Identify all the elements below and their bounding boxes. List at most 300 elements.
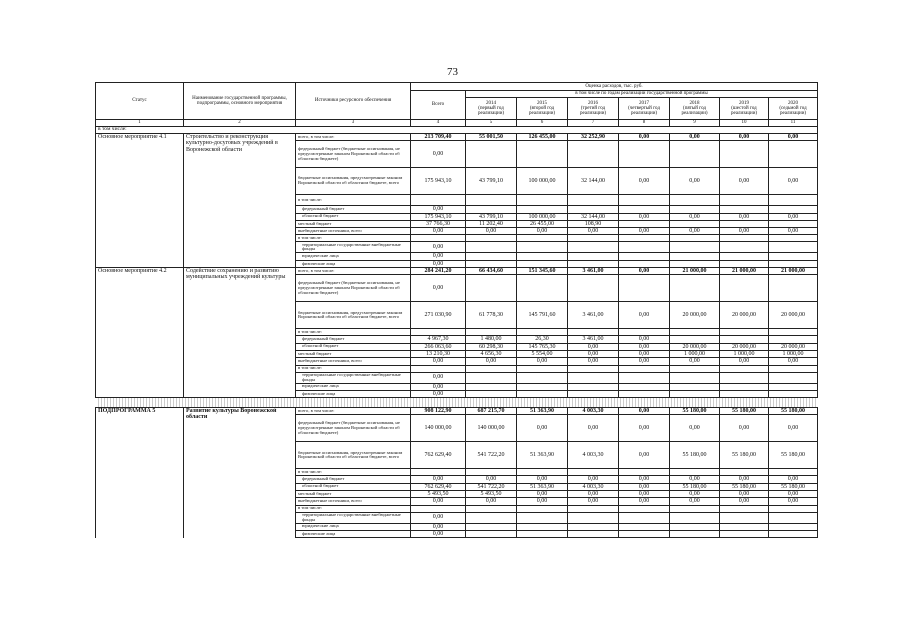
value-cell: 0,00: [670, 415, 720, 442]
value-cell: [720, 530, 769, 537]
value-cell: [769, 141, 818, 168]
value-cell: 0,00: [568, 350, 619, 357]
value-cell: [568, 141, 619, 168]
value-cell: [720, 253, 769, 260]
source-cell: юридические лица: [296, 523, 411, 530]
value-cell: 55 180,00: [769, 408, 818, 415]
value-cell: [466, 383, 517, 390]
value-cell: [619, 365, 670, 372]
value-cell: [517, 329, 568, 336]
table-header: [96, 83, 818, 134]
value-cell: 0,00: [619, 228, 670, 235]
source-header: Источники ресурсного обеспечения: [296, 83, 411, 120]
value-cell: [517, 275, 568, 302]
value-cell: [670, 390, 720, 397]
value-cell: [720, 220, 769, 227]
value-cell: 0,00: [720, 358, 769, 365]
value-cell: 0,00: [720, 134, 769, 141]
year-description: (второй год реализации): [528, 105, 556, 117]
year-label: 2017: [639, 100, 649, 106]
value-cell: 0,00: [568, 228, 619, 235]
value-cell: [720, 329, 769, 336]
column-number: 5: [466, 120, 517, 127]
value-cell: 0,00: [411, 228, 466, 235]
value-cell: 0,00: [411, 390, 466, 397]
value-cell: 3 461,00: [568, 336, 619, 343]
value-cell: 26,30: [517, 336, 568, 343]
value-cell: [466, 275, 517, 302]
value-cell: 0,00: [517, 491, 568, 498]
value-cell: 0,00: [619, 408, 670, 415]
value-cell: [769, 220, 818, 227]
page-number: 73: [447, 66, 458, 78]
value-cell: [769, 260, 818, 267]
status-cell: ПОДПРОГРАММА 5: [96, 408, 184, 538]
value-cell: 20 000,00: [769, 302, 818, 329]
source-cell: физические лица: [296, 390, 411, 397]
value-cell: [619, 260, 670, 267]
value-cell: 0,00: [619, 442, 670, 469]
value-cell: [670, 523, 720, 530]
value-cell: [670, 242, 720, 253]
source-cell: в том числе:: [296, 505, 411, 512]
source-cell: всего, в том числе:: [296, 408, 411, 415]
budget-table-container: [95, 82, 817, 538]
value-cell: [769, 242, 818, 253]
value-cell: 1 000,00: [720, 350, 769, 357]
value-cell: [720, 336, 769, 343]
column-number: 7: [568, 120, 619, 127]
value-cell: 0,00: [411, 383, 466, 390]
value-cell: 66 434,60: [466, 268, 517, 275]
value-cell: 1 480,00: [466, 336, 517, 343]
value-cell: 4 656,30: [466, 350, 517, 357]
value-cell: [517, 253, 568, 260]
value-cell: [466, 206, 517, 213]
source-cell: юридические лица: [296, 253, 411, 260]
value-cell: 0,00: [411, 253, 466, 260]
value-cell: [568, 195, 619, 206]
value-cell: 1 000,00: [670, 350, 720, 357]
value-cell: 175 943,10: [411, 168, 466, 195]
estimate-header: Оценка расходов, тыс. руб.: [411, 83, 818, 91]
value-cell: 0,00: [769, 168, 818, 195]
value-cell: 151 345,60: [517, 268, 568, 275]
year-header: [720, 98, 769, 120]
value-cell: 5 493,50: [411, 491, 466, 498]
value-cell: 0,00: [619, 415, 670, 442]
value-cell: 43 799,10: [466, 168, 517, 195]
year-header: [466, 98, 517, 120]
value-cell: [517, 512, 568, 523]
value-cell: [517, 505, 568, 512]
value-cell: 0,00: [720, 491, 769, 498]
value-cell: [670, 469, 720, 476]
value-cell: 0,00: [411, 141, 466, 168]
value-cell: 266 063,60: [411, 343, 466, 350]
value-cell: 0,00: [619, 350, 670, 357]
value-cell: [720, 383, 769, 390]
column-number: 2: [184, 120, 296, 127]
value-cell: [720, 372, 769, 383]
value-cell: [411, 469, 466, 476]
source-cell: бюджетные ассигнования, предусмотренные законом Воронежской области об областном бюджете, всего: [296, 168, 411, 195]
value-cell: 0,00: [769, 358, 818, 365]
value-cell: 175 943,10: [411, 213, 466, 220]
value-cell: 762 629,40: [411, 442, 466, 469]
value-cell: 145 791,60: [517, 302, 568, 329]
table-row: [96, 134, 818, 141]
value-cell: 0,00: [568, 415, 619, 442]
value-cell: [568, 206, 619, 213]
column-number: 8: [619, 120, 670, 127]
value-cell: 0,00: [411, 512, 466, 523]
value-cell: 0,00: [720, 415, 769, 442]
value-cell: [517, 206, 568, 213]
value-cell: 0,00: [720, 228, 769, 235]
value-cell: [619, 383, 670, 390]
value-cell: 0,00: [670, 358, 720, 365]
column-number: 3: [296, 120, 411, 127]
value-cell: [411, 195, 466, 206]
value-cell: 51 363,90: [517, 408, 568, 415]
value-cell: 37 766,30: [411, 220, 466, 227]
value-cell: 126 455,00: [517, 134, 568, 141]
value-cell: [720, 505, 769, 512]
value-cell: [670, 383, 720, 390]
value-cell: 26 455,00: [517, 220, 568, 227]
source-cell: всего, в том числе:: [296, 134, 411, 141]
value-cell: 0,00: [720, 213, 769, 220]
value-cell: [720, 206, 769, 213]
source-cell: территориальные государственные внебюджетные фонды: [296, 512, 411, 523]
value-cell: [466, 523, 517, 530]
value-cell: 3 461,00: [568, 302, 619, 329]
value-cell: 21 000,00: [670, 268, 720, 275]
value-cell: [720, 365, 769, 372]
table-row: [96, 268, 818, 275]
source-cell: бюджетные ассигнования, предусмотренные законом Воронежской области об областном бюджете, всего: [296, 442, 411, 469]
value-cell: [769, 372, 818, 383]
value-cell: 0,00: [466, 476, 517, 483]
value-cell: 0,00: [670, 498, 720, 505]
value-cell: [619, 141, 670, 168]
value-cell: [619, 253, 670, 260]
value-cell: [769, 512, 818, 523]
value-cell: [670, 372, 720, 383]
value-cell: [670, 235, 720, 242]
value-cell: 55 180,00: [769, 483, 818, 490]
value-cell: [568, 505, 619, 512]
value-cell: 55 180,00: [769, 442, 818, 469]
column-number: 9: [670, 120, 720, 127]
source-cell: федеральный бюджет: [296, 476, 411, 483]
value-cell: [568, 383, 619, 390]
value-cell: 0,00: [411, 476, 466, 483]
value-cell: 0,00: [411, 372, 466, 383]
source-cell: территориальные государственные внебюджетные фонды: [296, 242, 411, 253]
year-header: [568, 98, 619, 120]
value-cell: [517, 530, 568, 537]
column-number: 4: [411, 120, 466, 127]
value-cell: 0,00: [619, 358, 670, 365]
value-cell: 20 000,00: [670, 302, 720, 329]
program-name-cell: Развитие культуры Воронежской области: [184, 408, 296, 538]
value-cell: 55 180,00: [670, 483, 720, 490]
year-header: [670, 98, 720, 120]
source-cell: федеральный бюджет: [296, 336, 411, 343]
value-cell: [619, 530, 670, 537]
value-cell: [517, 365, 568, 372]
source-cell: в том числе:: [296, 235, 411, 242]
source-cell: местный бюджет: [296, 491, 411, 498]
source-cell: физические лица: [296, 530, 411, 537]
year-description: (четвертый год реализации): [628, 105, 660, 117]
value-cell: [466, 530, 517, 537]
value-cell: 0,00: [720, 498, 769, 505]
value-cell: [517, 523, 568, 530]
value-cell: 0,00: [619, 213, 670, 220]
value-cell: 20 000,00: [769, 343, 818, 350]
program-name-cell: Содействие сохранению и развитию муниципальных учреждений культуры: [184, 268, 296, 398]
value-cell: 5 493,50: [466, 491, 517, 498]
value-cell: 1 000,00: [769, 350, 818, 357]
source-cell: в том числе:: [296, 195, 411, 206]
value-cell: [517, 383, 568, 390]
value-cell: 541 722,20: [466, 483, 517, 490]
value-cell: [517, 195, 568, 206]
value-cell: 0,00: [411, 206, 466, 213]
value-cell: 0,00: [619, 134, 670, 141]
value-cell: 0,00: [769, 415, 818, 442]
value-cell: [619, 372, 670, 383]
value-cell: [411, 329, 466, 336]
value-cell: [670, 195, 720, 206]
value-cell: 0,00: [769, 134, 818, 141]
status-cell: Основное мероприятие 4.2: [96, 268, 184, 398]
value-cell: 32 144,00: [568, 213, 619, 220]
page-scan-separator: [96, 398, 818, 408]
source-cell: областной бюджет: [296, 213, 411, 220]
value-cell: [411, 505, 466, 512]
value-cell: [466, 260, 517, 267]
value-cell: 687 215,70: [466, 408, 517, 415]
value-cell: 0,00: [769, 498, 818, 505]
value-cell: [466, 505, 517, 512]
year-label: 2020: [788, 100, 798, 106]
value-cell: 140 000,00: [411, 415, 466, 442]
value-cell: [670, 329, 720, 336]
value-cell: [568, 469, 619, 476]
value-cell: 51 363,90: [517, 442, 568, 469]
value-cell: [466, 365, 517, 372]
value-cell: 0,00: [670, 228, 720, 235]
source-cell: в том числе:: [296, 329, 411, 336]
value-cell: [769, 206, 818, 213]
value-cell: 55 180,00: [720, 408, 769, 415]
value-cell: 4 003,30: [568, 442, 619, 469]
value-cell: 60 298,30: [466, 343, 517, 350]
column-number: 1: [96, 120, 184, 127]
year-label: 2016: [588, 100, 598, 106]
table-row: [96, 408, 818, 415]
value-cell: [568, 253, 619, 260]
value-cell: [466, 141, 517, 168]
year-label: 2018: [689, 100, 700, 106]
value-cell: [568, 260, 619, 267]
value-cell: 3 461,00: [568, 268, 619, 275]
value-cell: [568, 365, 619, 372]
value-cell: [619, 235, 670, 242]
year-description: (седьмой год реализации): [779, 105, 807, 117]
value-cell: [568, 523, 619, 530]
value-cell: [517, 242, 568, 253]
value-cell: 5 554,00: [517, 350, 568, 357]
value-cell: [720, 260, 769, 267]
value-cell: [466, 512, 517, 523]
value-cell: 0,00: [619, 483, 670, 490]
value-cell: [720, 469, 769, 476]
value-cell: [720, 195, 769, 206]
program-name-cell: Строительство и реконструкция культурно-досуговых учреждений в Воронежской области: [184, 134, 296, 268]
value-cell: [670, 220, 720, 227]
value-cell: [619, 275, 670, 302]
source-cell: федеральный бюджет (бюджетные ассигнования, не предусмотренные законом Воронежской области об областном бюджете): [296, 275, 411, 302]
value-cell: 0,00: [619, 168, 670, 195]
value-cell: [619, 512, 670, 523]
value-cell: 541 722,20: [466, 442, 517, 469]
value-cell: 0,00: [619, 476, 670, 483]
value-cell: 55 180,00: [720, 483, 769, 490]
column-number: 6: [517, 120, 568, 127]
value-cell: [769, 365, 818, 372]
value-cell: [517, 390, 568, 397]
value-cell: 20 000,00: [670, 343, 720, 350]
value-cell: [568, 512, 619, 523]
status-header: Статус: [96, 83, 184, 120]
year-description: (третий год реализации): [579, 105, 607, 117]
value-cell: [619, 505, 670, 512]
value-cell: 32 144,00: [568, 168, 619, 195]
value-cell: [720, 141, 769, 168]
value-cell: [769, 523, 818, 530]
value-cell: [568, 235, 619, 242]
value-cell: 32 252,90: [568, 134, 619, 141]
value-cell: [670, 253, 720, 260]
value-cell: [769, 329, 818, 336]
value-cell: 140 000,00: [466, 415, 517, 442]
value-cell: [670, 512, 720, 523]
value-cell: 0,00: [517, 358, 568, 365]
value-cell: [466, 235, 517, 242]
value-cell: [517, 235, 568, 242]
value-cell: [619, 329, 670, 336]
value-cell: 762 629,40: [411, 483, 466, 490]
value-cell: 0,00: [466, 228, 517, 235]
value-cell: 0,00: [568, 498, 619, 505]
value-cell: 0,00: [769, 476, 818, 483]
value-cell: 0,00: [720, 476, 769, 483]
source-cell: в том числе:: [296, 469, 411, 476]
value-cell: [670, 260, 720, 267]
source-cell: внебюджетные источники, всего: [296, 498, 411, 505]
value-cell: 0,00: [411, 498, 466, 505]
value-cell: 0,00: [568, 476, 619, 483]
value-cell: 0,00: [619, 268, 670, 275]
value-cell: [466, 195, 517, 206]
value-cell: 271 030,90: [411, 302, 466, 329]
value-cell: 13 210,30: [411, 350, 466, 357]
value-cell: 0,00: [568, 358, 619, 365]
value-cell: 0,00: [670, 168, 720, 195]
value-cell: [670, 365, 720, 372]
value-cell: 55 001,50: [466, 134, 517, 141]
value-cell: [466, 242, 517, 253]
year-header: [769, 98, 818, 120]
value-cell: 0,00: [769, 228, 818, 235]
value-cell: 20 000,00: [720, 302, 769, 329]
value-cell: [720, 242, 769, 253]
value-cell: 4 967,30: [411, 336, 466, 343]
source-cell: внебюджетные источники, всего: [296, 228, 411, 235]
value-cell: 21 000,00: [720, 268, 769, 275]
value-cell: 0,00: [670, 134, 720, 141]
value-cell: [568, 242, 619, 253]
value-cell: [670, 275, 720, 302]
value-cell: 0,00: [466, 498, 517, 505]
value-cell: [619, 220, 670, 227]
value-cell: 51 363,90: [517, 483, 568, 490]
value-cell: [720, 512, 769, 523]
value-cell: 55 180,00: [720, 442, 769, 469]
value-cell: 55 180,00: [670, 408, 720, 415]
table-body: [96, 134, 818, 538]
year-description: (шестой год реализации): [730, 105, 758, 117]
year-description: (пятый год реализации): [681, 105, 708, 117]
year-description: (первый год реализации): [477, 105, 505, 117]
value-cell: 0,00: [517, 476, 568, 483]
value-cell: [619, 390, 670, 397]
total-header: Всего: [411, 91, 466, 120]
value-cell: 0,00: [720, 168, 769, 195]
value-cell: 0,00: [411, 358, 466, 365]
value-cell: [769, 195, 818, 206]
budget-table: [95, 82, 818, 538]
source-cell: областной бюджет: [296, 483, 411, 490]
value-cell: 0,00: [619, 302, 670, 329]
source-cell: областной бюджет: [296, 343, 411, 350]
value-cell: [670, 505, 720, 512]
value-cell: [769, 275, 818, 302]
value-cell: [720, 523, 769, 530]
value-cell: 0,00: [670, 491, 720, 498]
value-cell: [466, 469, 517, 476]
value-cell: [619, 242, 670, 253]
value-cell: [466, 329, 517, 336]
value-cell: [517, 260, 568, 267]
source-cell: бюджетные ассигнования, предусмотренные законом Воронежской области об областном бюджете, всего: [296, 302, 411, 329]
value-cell: 21 000,00: [769, 268, 818, 275]
value-cell: [670, 141, 720, 168]
value-cell: 0,00: [517, 228, 568, 235]
by-years-header: в том числе по годам реализации государственной программы: [466, 91, 818, 98]
value-cell: [720, 390, 769, 397]
value-cell: 213 709,40: [411, 134, 466, 141]
source-cell: внебюджетные источники, всего: [296, 358, 411, 365]
value-cell: 0,00: [517, 415, 568, 442]
value-cell: 0,00: [769, 491, 818, 498]
value-cell: 61 778,30: [466, 302, 517, 329]
